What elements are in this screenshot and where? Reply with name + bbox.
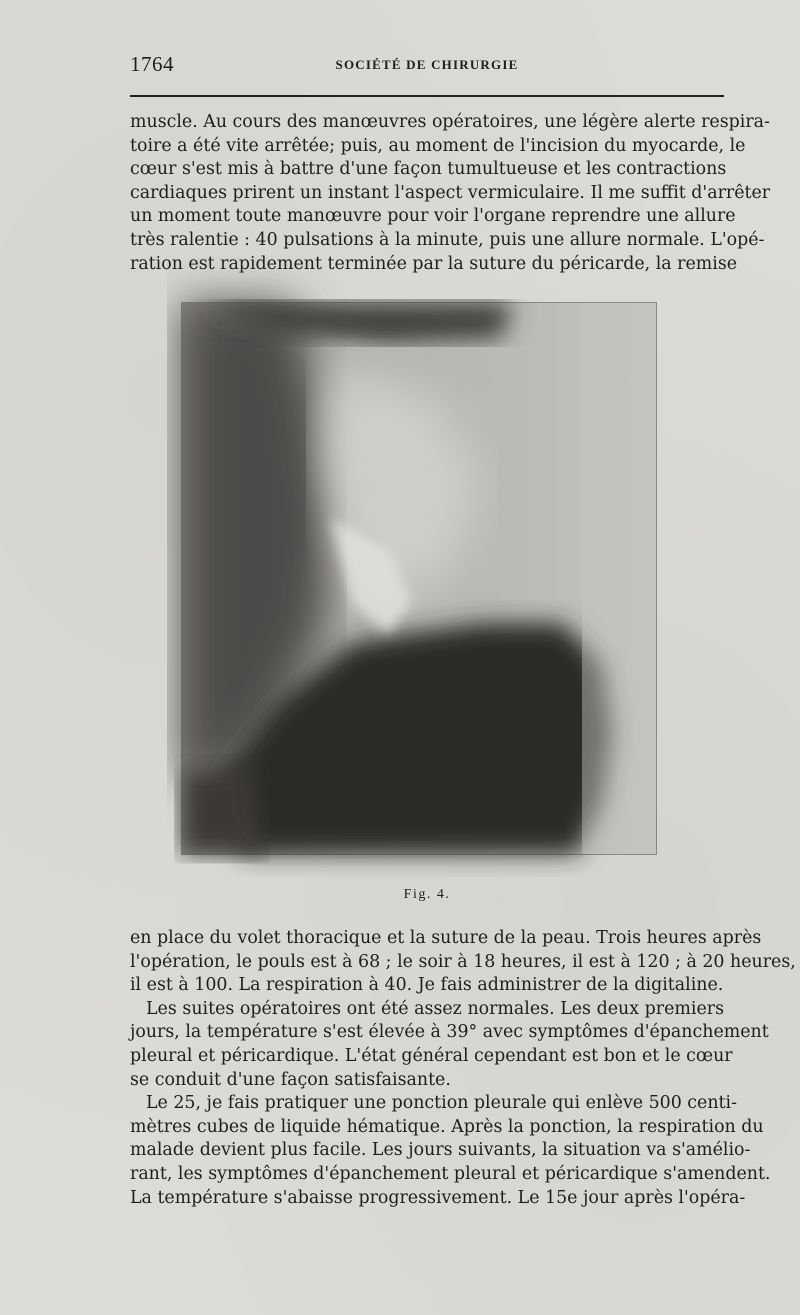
text-line: La température s'abaisse progressivement. Le 15e jour après l'opéra- — [130, 1187, 746, 1208]
text-line: en place du volet thoracique et la suture de la peau. Trois heures après — [130, 928, 762, 948]
text-line: cardiaques prirent un instant l'aspect vermiculaire. Il me suffit d'arrêter — [130, 182, 771, 203]
text-line: pleural et péricardique. L'état général cependant est bon et le cœur — [130, 1045, 733, 1066]
text-line: se conduit d'une façon satisfaisante. — [130, 1069, 451, 1090]
text-line: l'opération, le pouls est à 68 ; le soir à 18 heures, il est à 120 ; à 20 heures, — [130, 951, 796, 972]
text-line: toire a été vite arrêtée; puis, au moment de l'incision du myocarde, le — [130, 135, 746, 156]
text-line: jours, la température s'est élevée à 39° avec symptômes d'épanchement — [130, 1022, 769, 1043]
text-line: il est à 100. La respiration à 40. Je fais administrer de la digitaline. — [130, 975, 724, 996]
text-line: cœur s'est mis à battre d'une façon tumultueuse et les contractions — [130, 159, 727, 180]
text-line: mètres cubes de liquide hématique. Après la ponction, la respiration du — [130, 1116, 764, 1137]
header-rule — [130, 95, 724, 97]
text-line: ration est rapidement terminée par la suture du péricarde, la remise — [130, 253, 738, 274]
text-line: un moment toute manœuvre pour voir l'organe reprendre une allure — [130, 206, 736, 227]
figure-caption: Fig. 4. — [403, 887, 451, 902]
text-line: muscle. Au cours des manœuvres opératoires, une légère alerte respira- — [130, 112, 770, 132]
text-line: Les suites opératoires ont été assez normales. Les deux premiers — [146, 998, 724, 1019]
page-header — [130, 52, 724, 80]
running-title: SOCIÉTÉ DE CHIRURGIE — [335, 57, 519, 72]
text-line: malade devient plus facile. Les jours suivants, la situation va s'amélio- — [130, 1140, 751, 1161]
paragraph-top — [130, 111, 771, 276]
radiograph-figure — [181, 302, 657, 855]
paragraph-bottom — [130, 927, 796, 1210]
page-number: 1764 — [130, 52, 174, 76]
text-line: Le 25, je fais pratiquer une ponction pleurale qui enlève 500 centi- — [146, 1093, 737, 1114]
radiograph-image — [182, 303, 656, 854]
text-line: très ralentie : 40 pulsations à la minute, puis une allure normale. L'opé- — [130, 229, 765, 250]
text-line: rant, les symptômes d'épanchement pleural et péricardique s'amendent. — [130, 1163, 771, 1184]
